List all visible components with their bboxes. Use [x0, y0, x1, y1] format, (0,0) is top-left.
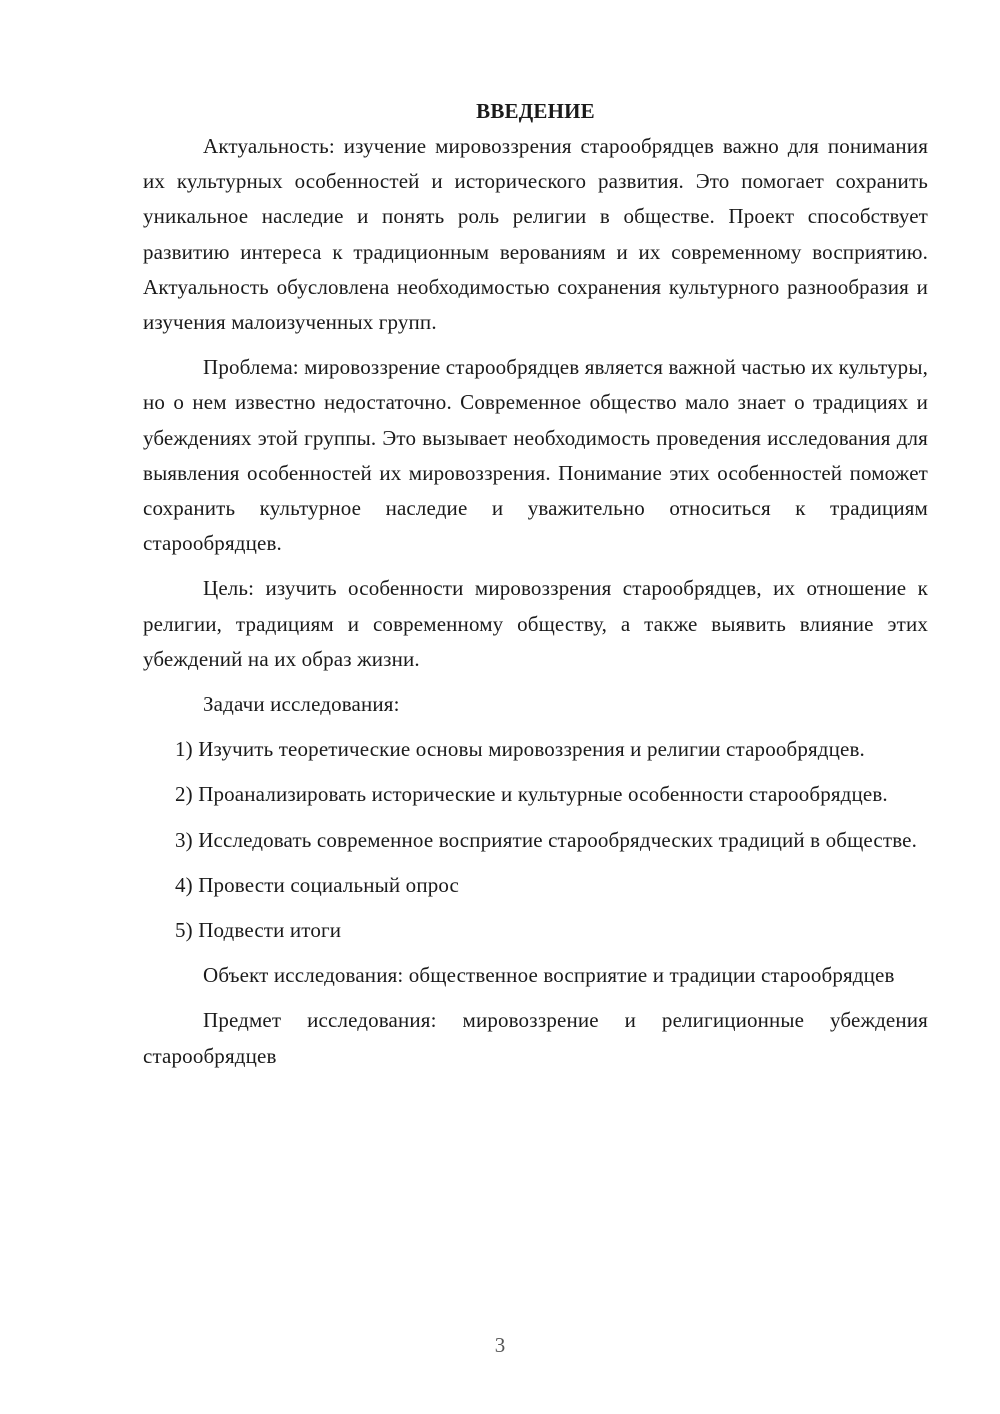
task-item: 2) Проанализировать исторические и культурные особенности старообрядцев. — [175, 782, 888, 807]
problem-paragraph: Проблема: мировоззрение старообрядцев является важной частью их культуры, но о нем известно недостаточно. Современное общество мало знает о традициях и убеждениях этой группы. Это вызывает необходимость проведения исследования для выявления особенностей их мировоззрения. Понимание этих особенностей поможет сохранить культурное наследие и уважительно относиться к традициям старообрядцев. — [143, 355, 928, 556]
page-content — [143, 96, 928, 1084]
relevance-paragraph: Актуальность: изучение мировоззрения старообрядцев важно для понимания их культурных особенностей и исторического развития. Это помогает сохранить уникальное наследие и понять роль религии в обществе. Проект способствует развитию интереса к традиционным верованиям и их современному восприятию. Актуальность обусловлена необходимостью сохранения культурного разнообразия и изучения малоизученных групп. — [143, 134, 928, 335]
goal-paragraph: Цель: изучить особенности мировоззрения старообрядцев, их отношение к религии, традициям и современному обществу, а также выявить влияние этих убеждений на их образ жизни. — [143, 576, 928, 671]
section-title: ВВЕДЕНИЕ — [476, 99, 595, 123]
task-item: 4) Провести социальный опрос — [175, 872, 460, 897]
tasks-heading: Задачи исследования: — [203, 692, 400, 717]
research-object-paragraph: Объект исследования: общественное восприятие и традиции старообрядцев — [203, 963, 895, 988]
task-item: 3) Исследовать современное восприятие старообрядческих традиций в обществе. — [175, 827, 918, 852]
task-item: 5) Подвести итоги — [175, 918, 342, 943]
task-item: 1) Изучить теоретические основы мировоззрения и религии старообрядцев. — [175, 737, 865, 762]
research-subject-paragraph: Предмет исследования: мировоззрение и религиционные убеждения старообрядцев — [143, 1008, 928, 1068]
page-number: 3 — [494, 1333, 506, 1357]
tasks-list — [143, 732, 928, 948]
